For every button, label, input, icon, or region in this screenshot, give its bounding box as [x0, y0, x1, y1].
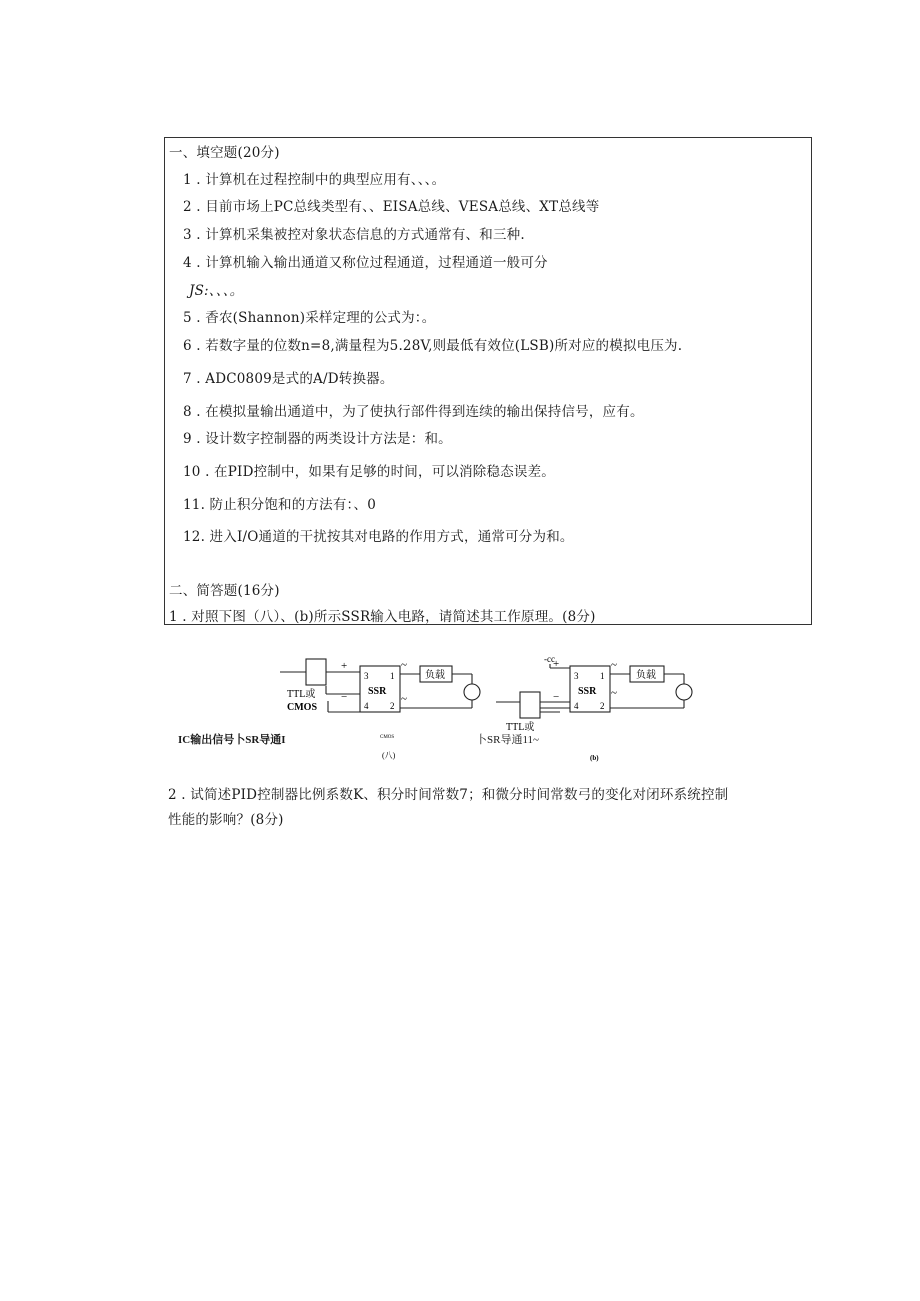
driver-block-a [306, 659, 326, 685]
figure-caption-right: 卜SR导通11~ [476, 734, 539, 746]
ssr-label-b: SSR [578, 686, 597, 697]
tilde-a-bottom: ~ [401, 693, 407, 705]
load-label-b: 负载 [636, 670, 656, 681]
fill-item-6: 6 . 若数字量的位数n=8,满量程为5.28V,则最低有效位(LSB)所对应的模拟电压为. [183, 338, 683, 354]
pin1-a: 1 [390, 671, 395, 681]
driver-block-b [520, 692, 540, 718]
pin3-b: 3 [574, 671, 579, 681]
fill-item-4: 4 . 计算机输入输出通道又称位过程通道，过程通道一般可分 [183, 255, 548, 271]
fill-item-4-cont: JS:、、、。 [189, 283, 244, 299]
fill-item-7: 7 . ADC0809是式的A/D转换器。 [183, 371, 394, 387]
figure-caption-left: IC输出信号卜SR导通I [178, 734, 286, 746]
load-label-a: 负载 [425, 670, 445, 681]
fill-item-8: 8 . 在模拟量输出通道中，为了使执行部件得到连续的输出保持信号，应有。 [183, 404, 644, 420]
tilde-b-top: ~ [611, 659, 617, 671]
short-answer-1: 1 . 对照下图（八）、(b)所示SSR输入电路，请简述其工作原理。(8分) [169, 609, 596, 625]
tilde-a-top: ~ [401, 659, 407, 671]
plus-sign-b: + [553, 658, 560, 670]
figure-label-a: (八) [382, 751, 396, 760]
fill-item-3: 3 . 计算机采集被控对象状态信息的方式通常有、和三种. [183, 227, 525, 243]
fill-item-10: 10 . 在PID控制中，如果有足够的时间，可以消除稳态误差。 [183, 464, 555, 480]
pin4-b: 4 [574, 701, 579, 711]
figure-label-b: (b) [590, 754, 599, 762]
plus-sign-a: + [341, 660, 348, 672]
ac-source-b [676, 684, 692, 700]
section2-title: 二、简答题(16分) [169, 583, 280, 599]
pin3-a: 3 [364, 671, 369, 681]
fill-item-9: 9 . 设计数字控制器的两类设计方法是：和。 [183, 431, 452, 447]
ssr-label-a: SSR [368, 686, 387, 697]
fill-item-12: 12. 进入I/O通道的干扰按其对电路的作用方式，通常可分为和。 [183, 529, 574, 545]
ttl-label-b: TTL或 [506, 722, 535, 733]
minus-sign-b: − [553, 691, 560, 703]
ac-source-a [464, 684, 480, 700]
pin4-a: 4 [364, 701, 369, 711]
minus-sign-a: − [341, 691, 348, 703]
vcc-label-b: -cc [544, 654, 555, 664]
tilde-b-bottom: ~ [611, 687, 617, 699]
pin1-b: 1 [600, 671, 605, 681]
short-answer-2-line1: 2 . 试简述PID控制器比例系数K、积分时间常数7；和微分时间常数弓的变化对闭环系统控制 [168, 787, 729, 803]
fill-item-11: 11. 防止积分饱和的方法有：、0 [183, 497, 376, 513]
cmos-small-label: CMOS [380, 735, 395, 740]
cmos-label-a: CMOS [287, 702, 317, 713]
ttl-label-a: TTL或 [287, 689, 316, 700]
ssr-circuit-figure [170, 650, 730, 770]
pin2-a: 2 [390, 701, 395, 711]
fill-item-2: 2 . 目前市场上PC总线类型有、、EISA总线、VESA总线、XT总线等 [183, 199, 600, 215]
fill-item-1: 1 . 计算机在过程控制中的典型应用有、、、。 [183, 172, 446, 188]
question-box [164, 137, 812, 625]
short-answer-2-line2: 性能的影响？(8分) [168, 812, 284, 828]
fill-item-5: 5 . 香农(Shannon)采样定理的公式为：。 [183, 310, 436, 326]
pin2-b: 2 [600, 701, 605, 711]
section1-title: 一、填空题(20分) [169, 145, 280, 161]
